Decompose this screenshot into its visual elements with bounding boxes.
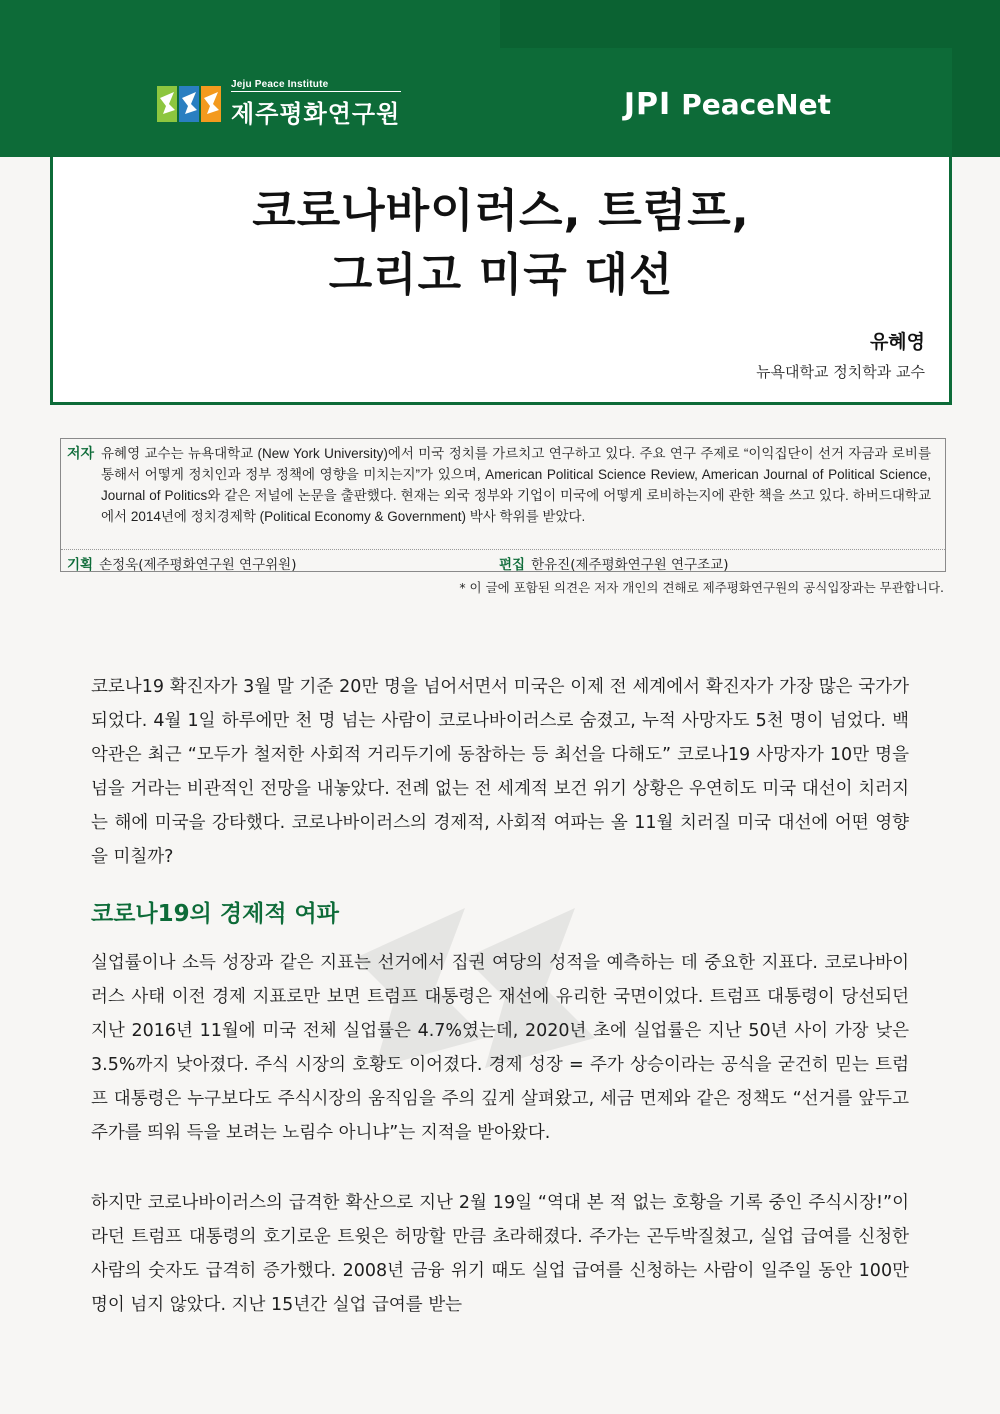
- section-heading: 코로나19의 경제적 여파: [91, 901, 339, 927]
- body-paragraph-3: 하지만 코로나바이러스의 급격한 확산으로 지난 2월 19일 “역대 본 적 없는 호황을 기록 중인 주식시장!”이라던 트럼프 대통령의 호기로운 트윗은 허망할 만큼 초라해졌다. 주가는 곤두박질쳤고, 실업 급여를 신청한 사람의 숫자도 급격히 증가했다. 2008년 금융 위기 때도 실업 급여를 신청하는 사람이 일주일 동안 100만 명이 넘지 않았다. 지난 15년간 실업 급여를 받는: [91, 1193, 909, 1315]
- header-banner: [53, 51, 949, 157]
- title-line-1: 코로나바이러스, 트럼프,: [252, 184, 750, 237]
- editing-value: 한유진(제주평화연구원 연구조교): [531, 557, 729, 573]
- institute-logo-text: [231, 79, 401, 129]
- body-paragraph-1: 코로나19 확진자가 3월 말 기준 20만 명을 넘어서면서 미국은 이제 전 세계에서 확진자가 가장 많은 국가가 되었다. 4월 1일 하루에만 천 명 넘는 사람이 코로나바이러스로 숨졌고, 누적 사망자도 5천 명이 넘었다. 백악관은 최근 “모두가 철저한 사회적 거리두기에 동참하는 등 최선을 다해도” 코로나19 사망자가 10만 명을 넘을 거라는 비관적인 전망을 내놓았다. 전례 없는 전 세계적 보건 위기 상황은 우연히도 미국 대선이 치러지는 해에 미국을 강타했다. 코로나바이러스의 경제적, 사회적 여파는 올 11월 치러질 미국 대선에 어떤 영향을 미칠까?: [91, 677, 909, 867]
- title-line-2: 그리고 미국 대선: [328, 248, 674, 301]
- editing-label: 편집: [499, 557, 526, 573]
- institute-name-ko: 제주평화연구원: [231, 100, 401, 128]
- institute-logo-icon: [157, 84, 223, 124]
- editing-credit: [499, 553, 729, 573]
- body-paragraph-2: 실업률이나 소득 성장과 같은 지표는 선거에서 집권 여당의 성적을 예측하는 데 중요한 지표다. 코로나바이러스 사태 이전 경제 지표로만 보면 트럼프 대통령은 재선에 유리한 국면이었다. 트럼프 대통령이 당선되던 지난 2016년 11월에 미국 전체 실업률은 4.7%였는데, 2020년 초에 실업률은 지난 50년 사이 가장 낮은 3.5%까지 낮아졌다. 주식 시장의 호황도 이어졌다. 경제 성장 = 주가 상승이라는 공식을 굳건히 믿는 트럼프 대통령은 누구보다도 주식시장의 움직임을 주의 깊게 살펴왔고, 세금 면제와 같은 정책도 “선거를 앞두고 주가를 띄워 득을 보려는 노림수 아니냐”는 지적을 받아왔다.: [91, 953, 909, 1143]
- author-affiliation: 뉴욕대학교 정치학과 교수: [756, 363, 925, 381]
- institute-name-en: Jeju Peace Institute: [231, 79, 401, 92]
- document-title: [53, 179, 949, 307]
- author-label: 저자: [67, 446, 95, 462]
- header-box: [50, 48, 952, 405]
- planning-credit: [67, 553, 297, 573]
- peacenet-logo[interactable]: [624, 87, 831, 122]
- planning-value: 손정욱(제주평화연구원 연구위원): [99, 557, 297, 573]
- author-info-box: [60, 438, 946, 572]
- disclaimer-note: * 이 글에 포함된 의견은 저자 개인의 견해로 제주평화연구원의 공식입장과는 무관합니다.: [459, 580, 944, 595]
- author-name: 유혜영: [869, 331, 925, 353]
- author-bio: 유혜영 교수는 뉴욕대학교 (New York University)에서 미국 정치를 가르치고 연구하고 있다. 주요 연구 주제로 “이익집단이 선거 자금과 로비를 통해서 어떻게 정치인과 정부 정책에 영향을 미치는지”가 있으며, American Political Science Review, American Journal of Political Science, Journal of Politics와 같은 저널에 논문을 출판했다. 현재는 외국 정부와 기업이 미국에 어떻게 로비하는지에 관한 책을 쓰고 있다. 하버드대학교에서 2014년에 정치경제학 (Political Economy & Government) 박사 학위를 받았다.: [101, 446, 931, 524]
- institute-logo[interactable]: [157, 79, 401, 129]
- brand-prefix: JPI: [623, 86, 672, 122]
- info-divider: [61, 549, 945, 550]
- brand-name: PeaceNet: [681, 87, 831, 121]
- planning-label: 기획: [67, 557, 94, 573]
